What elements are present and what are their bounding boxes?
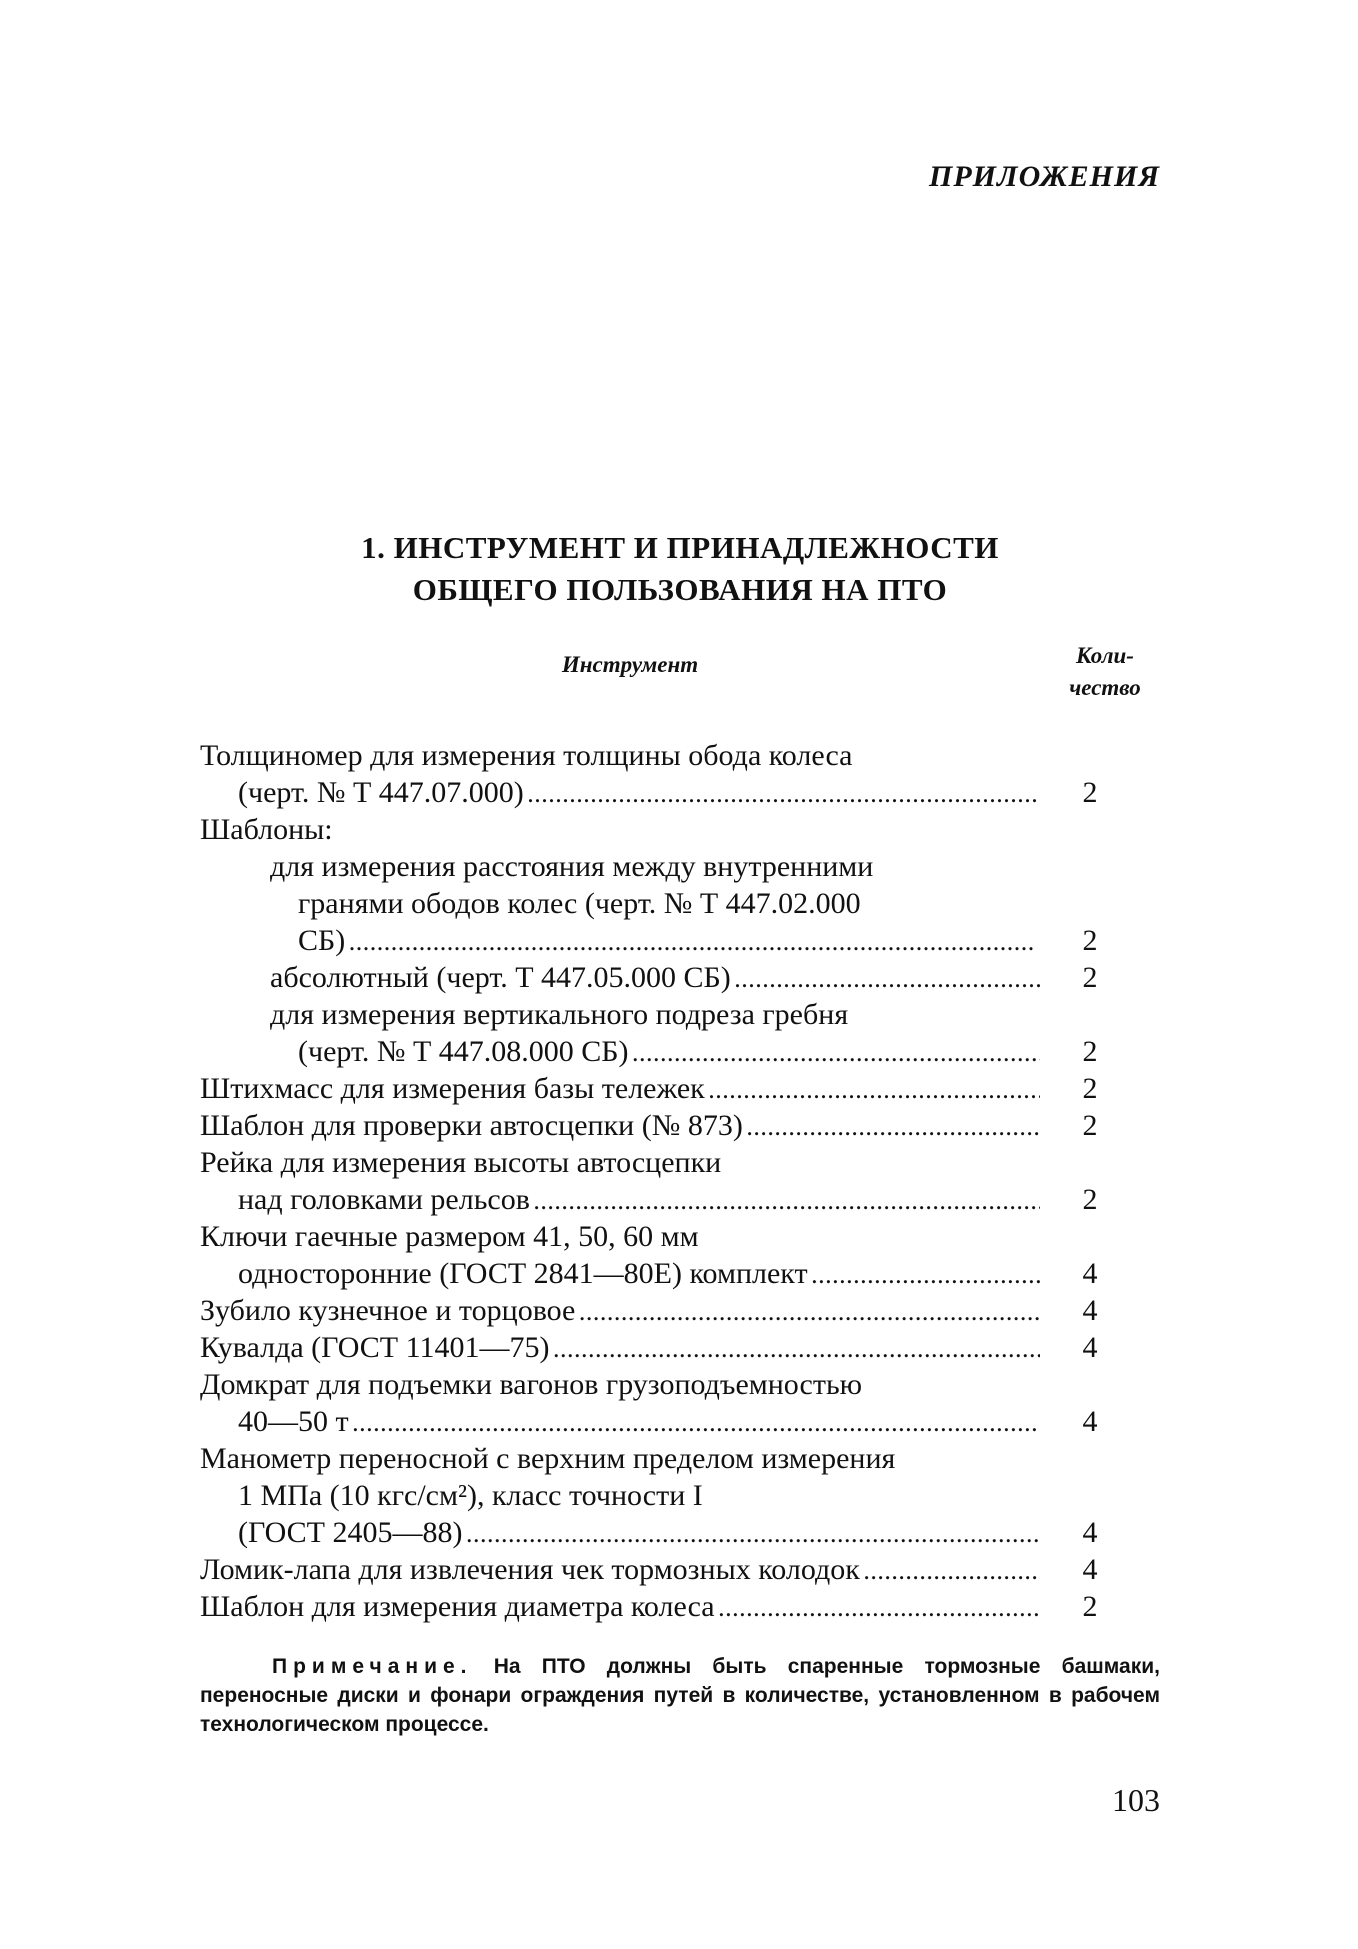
- item-quantity: 2: [1082, 1072, 1098, 1105]
- item-text: (черт. № Т 447.07.000) . . .: [238, 774, 1040, 811]
- list-item: [200, 1477, 1120, 1514]
- list-item: [200, 1070, 1120, 1107]
- item-quantity: 4: [1082, 1257, 1098, 1290]
- section-title-line-2: ОБЩЕГО ПОЛЬЗОВАНИЯ НА ПТО: [412, 572, 948, 607]
- instrument-list: [200, 737, 1120, 1625]
- item-text: Зубило кузнечное и торцовое . . .: [200, 1292, 1040, 1329]
- item-quantity: 2: [1082, 1109, 1098, 1142]
- item-text: (ГОСТ 2405—88) . . .: [238, 1514, 1040, 1551]
- list-item: [200, 1329, 1120, 1366]
- running-head: ПРИЛОЖЕНИЯ: [929, 160, 1160, 193]
- item-text: гранями ободов колес (черт. № Т 447.02.000: [298, 887, 861, 920]
- list-item: [200, 1292, 1120, 1329]
- item-quantity: 2: [1082, 776, 1098, 809]
- list-item: [200, 737, 1120, 774]
- list-item: [200, 774, 1120, 811]
- item-text: Ключи гаечные размером 41, 50, 60 мм: [200, 1220, 699, 1253]
- item-quantity: 2: [1082, 924, 1098, 957]
- item-quantity: 4: [1082, 1294, 1098, 1327]
- item-quantity: 4: [1082, 1516, 1098, 1549]
- list-item: [200, 1181, 1120, 1218]
- column-header-quantity: [1040, 640, 1170, 704]
- item-text: для измерения вертикального подреза гребня: [270, 998, 849, 1031]
- item-text: Шаблоны:: [200, 813, 333, 846]
- column-header-instrument: Инструмент: [561, 652, 699, 677]
- item-text: односторонние (ГОСТ 2841—80Е) комплект . . .: [238, 1255, 1040, 1292]
- item-text: Манометр переносной с верхним пределом измерения: [200, 1442, 896, 1475]
- item-text: Ломик-лапа для извлечения чек тормозных колодок . . .: [200, 1551, 1040, 1588]
- section-title: [300, 527, 1060, 611]
- list-item: [200, 1107, 1120, 1144]
- list-item: [200, 1033, 1120, 1070]
- list-item: [200, 1366, 1120, 1403]
- item-text: Шаблон для проверки автосцепки (№ 873) . . .: [200, 1107, 1040, 1144]
- item-text: абсолютный (черт. Т 447.05.000 СБ) . . .: [270, 959, 1040, 996]
- item-text: для измерения расстояния между внутренними: [270, 850, 874, 883]
- list-item: [200, 1440, 1120, 1477]
- column-header-quantity-line-2: чество: [1069, 675, 1141, 700]
- item-text: Толщиномер для измерения толщины обода колеса: [200, 739, 853, 772]
- list-item: [200, 1218, 1120, 1255]
- item-quantity: 2: [1082, 1590, 1098, 1623]
- column-header-quantity-line-1: Коли-: [1076, 643, 1134, 668]
- item-text: Шаблон для измерения диаметра колеса . . .: [200, 1588, 1040, 1625]
- footnote-label: Примечание.: [272, 1655, 473, 1678]
- item-quantity: 4: [1082, 1553, 1098, 1586]
- footnote-text: На ПТО должны быть спаренные тормозные башмаки, переносные диски и фонари ограждения путей в количестве, установленном в рабочем технологическом процессе.: [200, 1655, 1160, 1736]
- list-item: [200, 1551, 1120, 1588]
- item-quantity: 4: [1082, 1331, 1098, 1364]
- list-item: [200, 1255, 1120, 1292]
- list-item: [200, 996, 1120, 1033]
- item-text: (черт. № Т 447.08.000 СБ) . . .: [298, 1033, 1040, 1070]
- list-item: [200, 1588, 1120, 1625]
- item-text: над головками рельсов . . .: [238, 1181, 1040, 1218]
- list-item: [200, 811, 1120, 848]
- item-text: СБ) . . .: [298, 922, 1040, 959]
- list-item: [200, 1144, 1120, 1181]
- item-text: 40—50 т . . .: [238, 1403, 1040, 1440]
- item-quantity: 4: [1082, 1405, 1098, 1438]
- list-item: [200, 922, 1120, 959]
- list-item: [200, 885, 1120, 922]
- page-number: 103: [1112, 1782, 1160, 1818]
- item-text: Домкрат для подъемки вагонов грузоподъемностью: [200, 1368, 863, 1401]
- item-quantity: 2: [1082, 961, 1098, 994]
- list-item: [200, 848, 1120, 885]
- list-item: [200, 1403, 1120, 1440]
- section-title-line-1: 1. ИНСТРУМЕНТ И ПРИНАДЛЕЖНОСТИ: [361, 530, 999, 565]
- footnote: [200, 1652, 1160, 1739]
- list-item: [200, 959, 1120, 996]
- item-text: Штихмасс для измерения базы тележек . . .: [200, 1070, 1040, 1107]
- item-text: 1 МПа (10 кгс/см²), класс точности I: [238, 1479, 703, 1512]
- item-text: Кувалда (ГОСТ 11401—75) . . .: [200, 1329, 1040, 1366]
- item-quantity: 2: [1082, 1183, 1098, 1216]
- item-quantity: 2: [1082, 1035, 1098, 1068]
- item-text: Рейка для измерения высоты автосцепки: [200, 1146, 722, 1179]
- list-item: [200, 1514, 1120, 1551]
